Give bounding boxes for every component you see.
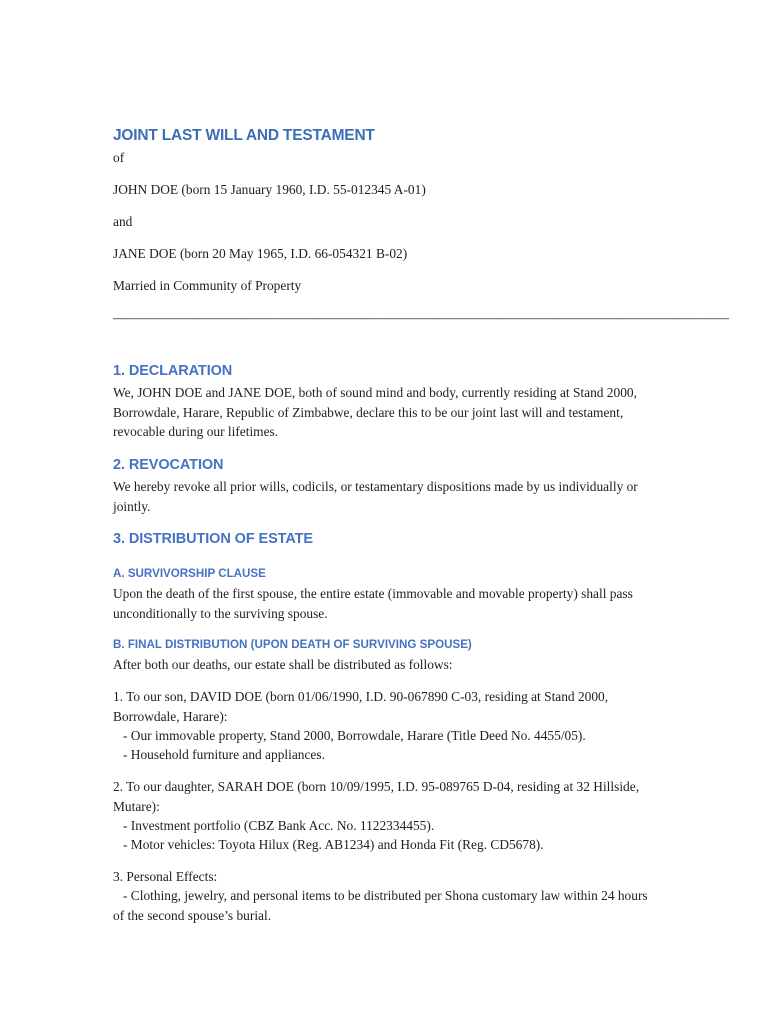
bequest-son-furniture: - Household furniture and appliances. bbox=[123, 747, 325, 762]
declaration-text: We, JOHN DOE and JANE DOE, both of sound mind and body, currently residing at Stand 2000, Borrowdale, Harare, Republic of Zimbabwe, declare this to be our joint last will and testament, revocable during our lifetimes. bbox=[113, 385, 637, 439]
personal-effects-heading: 3. Personal Effects: bbox=[113, 869, 218, 884]
bequest-daughter: 2. To our daughter, SARAH DOE (born 10/09/1995, I.D. 95-089765 D-04, residing at 32 Hillside, Mutare): bbox=[113, 779, 640, 814]
heading-revocation: 2. REVOCATION bbox=[113, 457, 224, 473]
heading-survivorship: A. SURVIVORSHIP CLAUSE bbox=[113, 567, 266, 580]
of-line: of bbox=[113, 150, 125, 165]
heading-distribution: 3. DISTRIBUTION OF ESTATE bbox=[113, 531, 313, 547]
heading-final-distribution: B. FINAL DISTRIBUTION (UPON DEATH OF SURVIVING SPOUSE) bbox=[113, 638, 472, 651]
survivorship-text: Upon the death of the first spouse, the entire estate (immovable and movable property) shall pass unconditionally to the surviving spouse. bbox=[113, 586, 633, 621]
document-title: JOINT LAST WILL AND TESTAMENT bbox=[113, 127, 375, 144]
and-line: and bbox=[113, 214, 133, 229]
marriage-regime: Married in Community of Property bbox=[113, 278, 302, 293]
heading-declaration: 1. DECLARATION bbox=[113, 363, 233, 379]
testator-jane: JANE DOE (born 20 May 1965, I.D. 66-054321 B-02) bbox=[113, 246, 408, 261]
personal-effects-text: - Clothing, jewelry, and personal items to be distributed per Shona customary law within 24 hours of the second spouse’s burial. bbox=[113, 888, 648, 923]
separator-rule: —————————————————————————————————————————————— bbox=[113, 310, 729, 325]
testator-john: JOHN DOE (born 15 January 1960, I.D. 55-012345 A-01) bbox=[113, 182, 426, 197]
revocation-text: We hereby revoke all prior wills, codicils, or testamentary dispositions made by us individually or jointly. bbox=[113, 479, 638, 514]
bequest-daughter-vehicles: - Motor vehicles: Toyota Hilux (Reg. AB1234) and Honda Fit (Reg. CD5678). bbox=[123, 837, 544, 852]
bequest-son-property: - Our immovable property, Stand 2000, Borrowdale, Harare (Title Deed No. 4455/05). bbox=[123, 728, 586, 743]
final-distribution-intro: After both our deaths, our estate shall be distributed as follows: bbox=[113, 657, 453, 672]
bequest-son: 1. To our son, DAVID DOE (born 01/06/1990, I.D. 90-067890 C-03, residing at Stand 2000, Borrowdale, Harare): bbox=[113, 689, 609, 724]
bequest-daughter-portfolio: - Investment portfolio (CBZ Bank Acc. No. 1122334455). bbox=[123, 818, 435, 833]
